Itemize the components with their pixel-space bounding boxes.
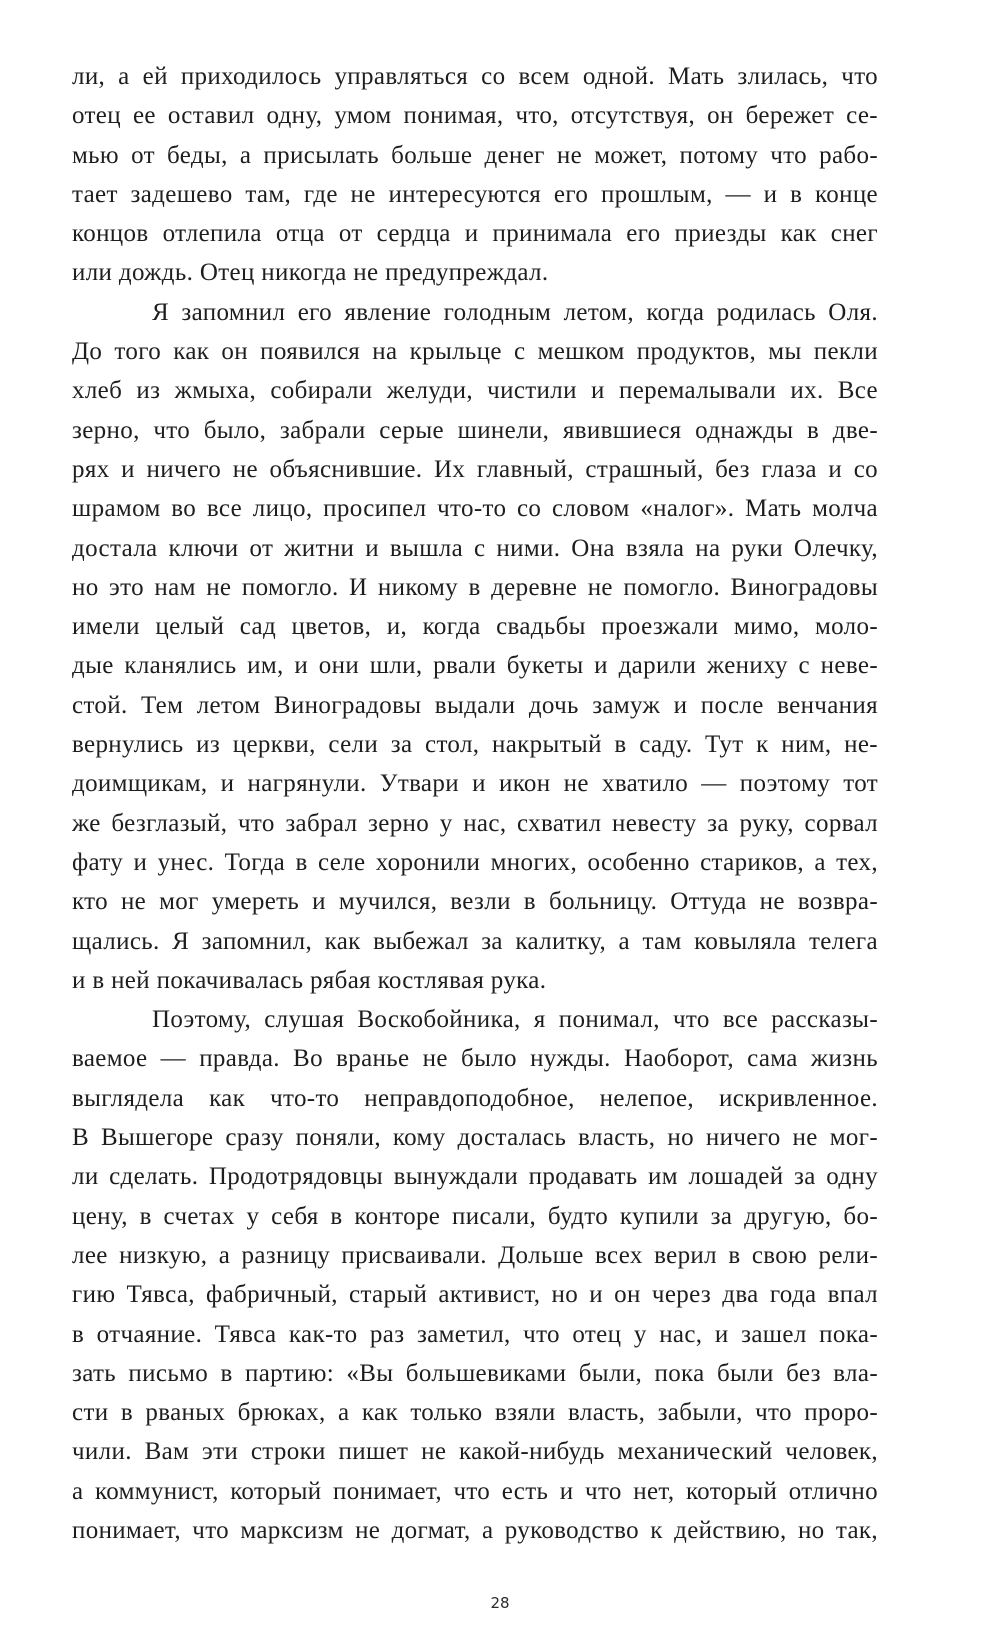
text-line: и в ней покачивалась рябая костлявая рука. [72, 966, 547, 994]
text-line: сти в рваных брюках, а как только взяли власть, забыли, что проро- [72, 1399, 878, 1427]
text-line: же безглазый, что забрал зерно у нас, схватил невесту за руку, сорвал [72, 809, 878, 837]
text-line: или дождь. Отец никогда не предупреждал. [72, 259, 549, 287]
text-line: До того как он появился на крыльце с мешком продуктов, мы пекли [72, 338, 878, 366]
text-line: стой. Тем летом Виноградовы выдали дочь замуж и после венчания [72, 691, 878, 719]
text-line: понимает, что марксизм не догмат, а руководство к действию, но так, [72, 1516, 878, 1544]
text-line: цену, в счетах у себя в конторе писали, будто купили за другую, бо- [72, 1202, 878, 1230]
text-line: в отчаяние. Тявса как-то раз заметил, что отец у нас, и зашел пока- [72, 1320, 878, 1348]
text-line: В Вышегоре сразу поняли, кому досталась власть, но ничего не мог- [72, 1124, 878, 1152]
text-line: рях и ничего не объяснившие. Их главный, страшный, без глаза и со [72, 455, 878, 483]
text-line: отец ее оставил одну, умом понимая, что, отсутствуя, он бережет се- [72, 102, 878, 130]
paragraph-start-line: Я запомнил его явление голодным летом, когда родилась Оля. [152, 298, 878, 326]
text-line: ли, а ей приходилось управляться со всем одной. Мать злилась, что [72, 63, 878, 90]
text-line: имели целый сад цветов, и, когда свадьбы проезжали мимо, моло- [72, 613, 878, 641]
text-line: зать письмо в партию: «Вы большевиками были, пока были без вла- [72, 1359, 878, 1387]
text-line: кто не мог умереть и мучился, везли в больницу. Оттуда не возвра- [72, 888, 878, 916]
text-line: ваемое — правда. Во вранье не было нужды. Наоборот, сама жизнь [72, 1045, 878, 1073]
text-line: лее низкую, а разницу присваивали. Дольше всех верил в свою рели- [72, 1241, 878, 1269]
text-line: зерно, что было, забрали серые шинели, явившиеся однажды в две- [72, 416, 878, 444]
text-line: шрамом во все лицо, просипел что-то со словом «налог». Мать молча [72, 495, 878, 523]
page-number: 28 [490, 1594, 510, 1612]
text-line: гию Тявса, фабричный, старый активист, но и он через два года впал [72, 1281, 878, 1309]
text-line: мью от беды, а присылать больше денег не может, потому что рабо- [72, 141, 878, 169]
text-line: достала ключи от житни и вышла с ними. Она взяла на руки Олечку, [72, 534, 878, 562]
text-line: доимщикам, и нагрянули. Утвари и икон не хватило — поэтому тот [72, 770, 878, 798]
body-text [72, 57, 878, 1550]
text-line: выглядела как что-то неправдоподобное, нелепое, искривленное. [72, 1084, 878, 1112]
text-line: хлеб из жмыха, собирали желуди, чистили и перемалывали их. Все [72, 377, 878, 405]
text-line: но это нам не помогло. И никому в деревне не помогло. Виноградовы [72, 573, 878, 601]
text-line: чили. Вам эти строки пишет не какой-нибудь механический человек, [72, 1438, 878, 1466]
paragraph-start-line: Поэтому, слушая Воскобойника, я понимал, что все рассказы- [152, 1006, 878, 1034]
text-line: вернулись из церкви, сели за стол, накрытый в саду. Тут к ним, не- [72, 731, 878, 759]
text-line: дые кланялись им, и они шли, рвали букеты и дарили жениху с неве- [72, 652, 878, 680]
text-line: ли сделать. Продотрядовцы вынуждали продавать им лошадей за одну [72, 1163, 878, 1191]
text-line: а коммунист, который понимает, что есть и что нет, который отлично [72, 1477, 878, 1505]
text-line: концов отлепила отца от сердца и принимала его приезды как снег [72, 220, 878, 248]
text-line: щались. Я запомнил, как выбежал за калитку, а там ковыляла телега [72, 927, 878, 955]
text-line: тает задешево там, где не интересуются его прошлым, — и в конце [72, 180, 878, 208]
text-line: фату и унес. Тогда в селе хоронили многих, особенно стариков, а тех, [72, 848, 878, 876]
